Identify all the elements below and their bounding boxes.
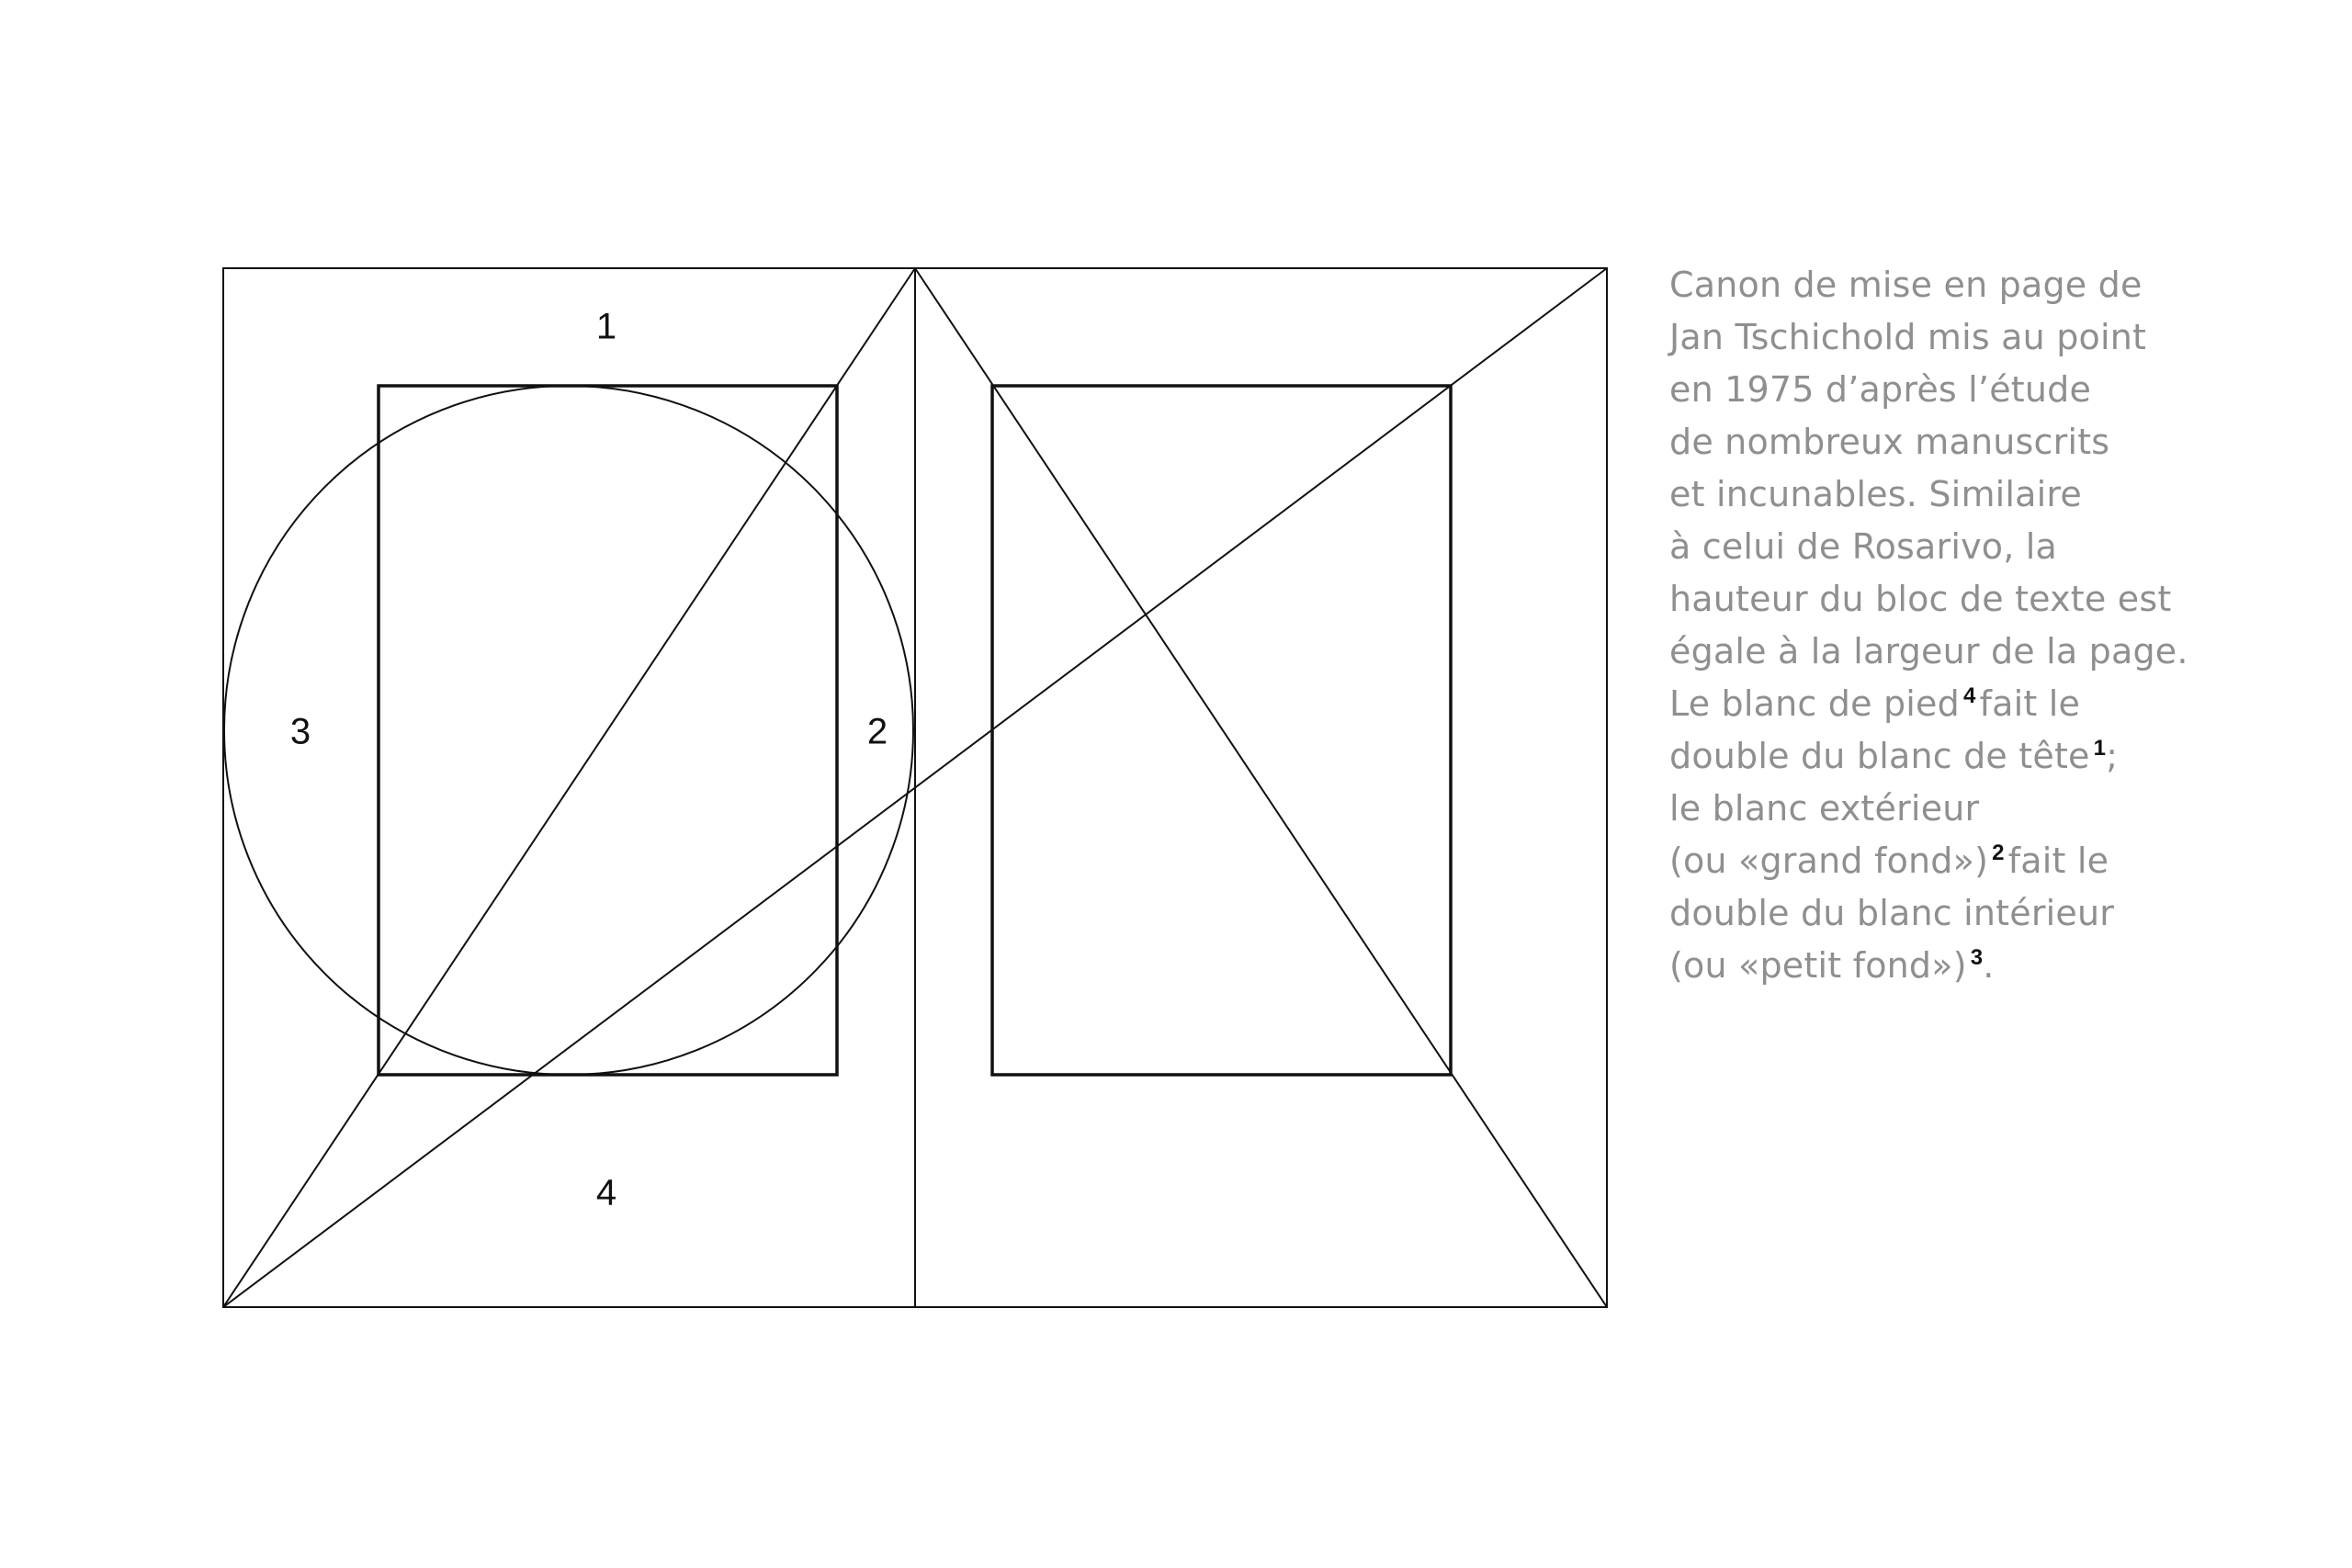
caption-line: et incunables. Similaire xyxy=(1669,474,2082,514)
caption-text-part: fait le xyxy=(2007,840,2109,881)
caption-text-part: (ou «grand fond») xyxy=(1669,840,1989,881)
caption-line: de nombreux manuscrits xyxy=(1669,422,2110,462)
caption-line: double du blanc intérieur xyxy=(1669,893,2115,933)
caption-line: en 1975 d’après l’étude xyxy=(1669,369,2092,410)
caption-text-part: Le blanc de pied xyxy=(1669,683,1960,724)
caption-text-part: double du blanc de tête xyxy=(1669,736,2090,776)
caption-line xyxy=(1669,835,2312,887)
caption-line xyxy=(1669,730,2312,783)
caption-line: Jan Tschichold mis au point xyxy=(1669,317,2147,357)
label-head-margin: 1 xyxy=(595,306,617,347)
caption-text-part: . xyxy=(1983,945,1995,986)
footnote-ref: 1 xyxy=(2093,736,2107,761)
caption-text-part: ; xyxy=(2106,736,2119,776)
label-inner-margin: 3 xyxy=(289,711,311,752)
caption-text-part: (ou «petit fond») xyxy=(1669,945,1967,986)
caption-line: à celui de Rosarivo, la xyxy=(1669,526,2058,567)
caption-line: égale à la largeur de la page. xyxy=(1669,631,2188,671)
footnote-ref: 4 xyxy=(1962,683,1976,709)
construction-circle xyxy=(224,386,913,1075)
footnote-ref: 2 xyxy=(1992,840,2005,866)
caption-line: hauteur du bloc de texte est xyxy=(1669,579,2172,619)
caption-text xyxy=(1669,259,2312,992)
caption-line xyxy=(1669,940,2312,992)
caption-line xyxy=(1669,678,2312,730)
footnote-ref: 3 xyxy=(1970,945,1984,971)
caption-text-part: fait le xyxy=(1979,683,2081,724)
right-page-diagonal xyxy=(915,268,1607,1307)
label-foot-margin: 4 xyxy=(595,1172,617,1213)
right-text-block xyxy=(992,386,1451,1075)
label-outer-margin: 2 xyxy=(866,711,888,752)
left-page-diagonal xyxy=(223,268,915,1307)
caption-line: le blanc extérieur xyxy=(1669,788,1980,829)
caption-line: Canon de mise en page de xyxy=(1669,265,2143,305)
